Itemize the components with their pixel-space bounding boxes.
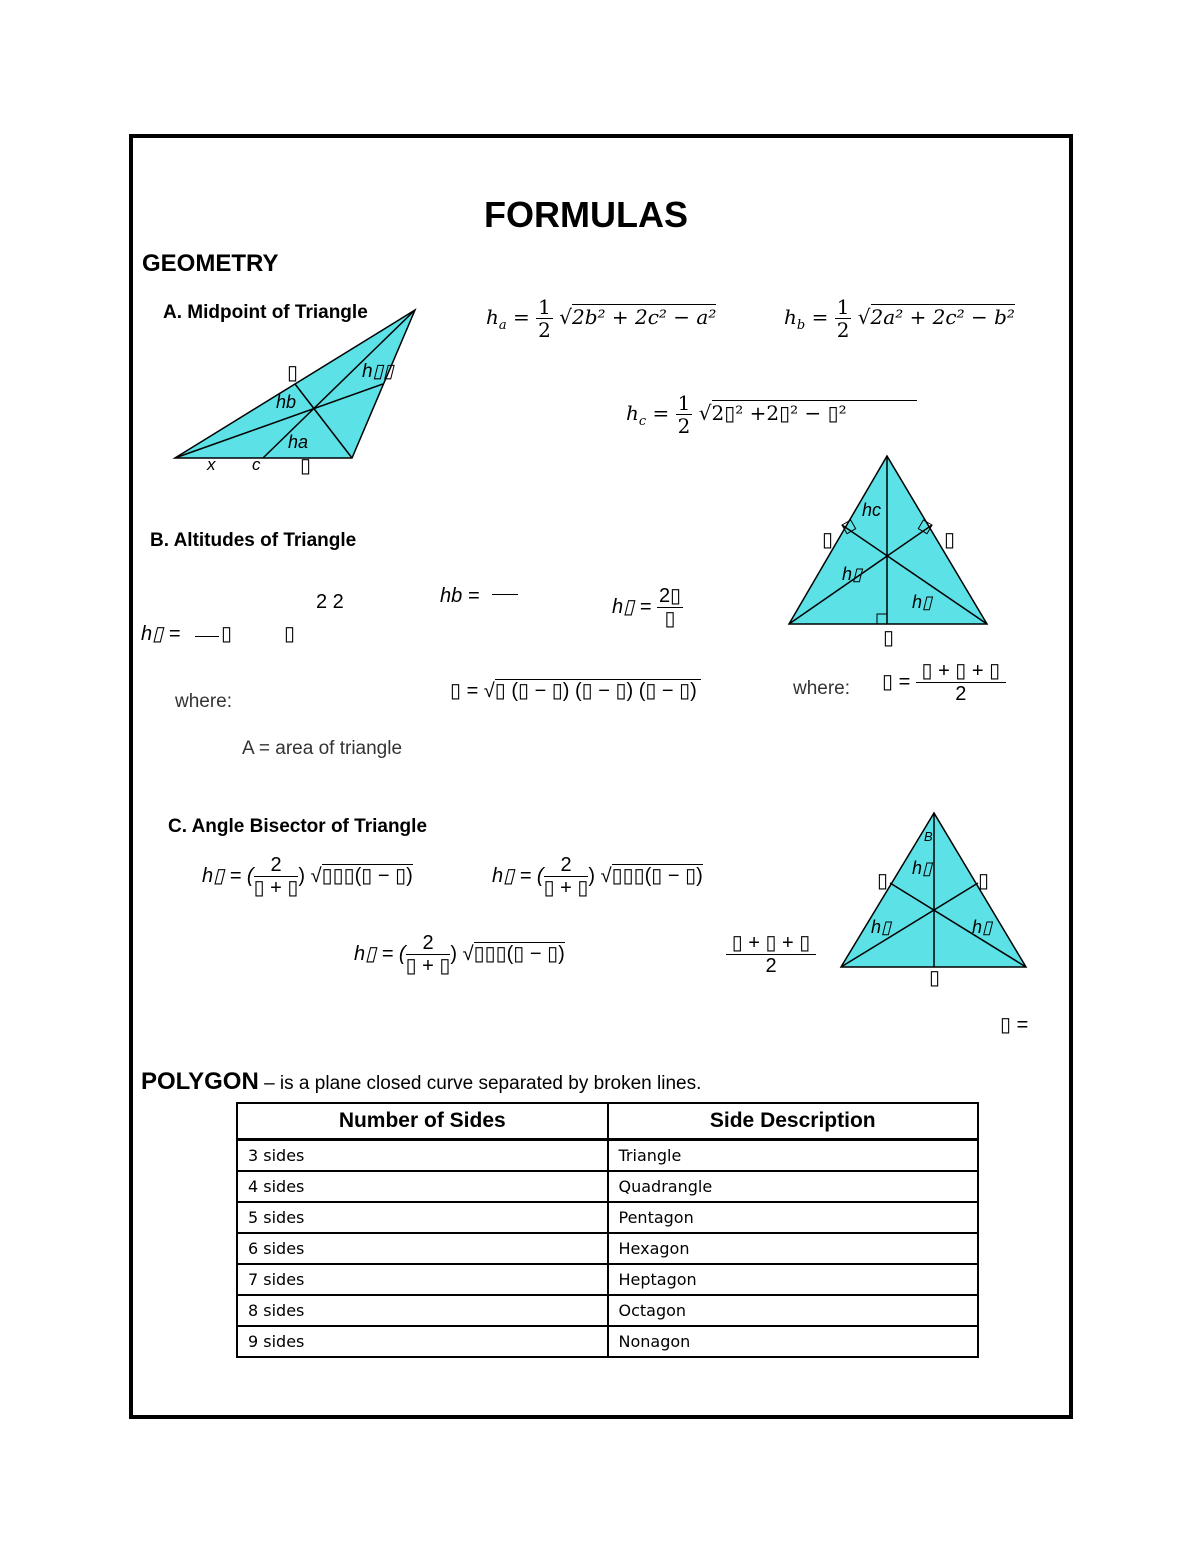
altitude-hb-lhs: hb = <box>440 585 480 607</box>
heron-formula: ▯ = √▯ (▯ − ▯) (▯ − ▯) (▯ − ▯) <box>450 678 701 703</box>
semiperimeter-lhs-c: ▯ = <box>1000 1014 1029 1036</box>
altitude-box-fragment: ▯ <box>284 623 296 645</box>
median-h-label: h▯▯ <box>362 361 394 382</box>
altitude-fragment-twos: 2 2 <box>316 591 344 613</box>
bisector-formula-3: h▯ = ( $\frac{2}{▯ + ▯}$ ) √▯▯▯(▯ − ▯) <box>354 932 565 977</box>
altitude-ha-lhs: h▯ = <box>141 623 181 645</box>
where-label-1: where: <box>175 691 233 712</box>
median-triangle-diagram <box>170 305 425 480</box>
semiperimeter-formula-b: ▯ = $\frac{▯ + ▯ + ▯}{2}$ <box>882 660 1006 705</box>
table-cell: Hexagon <box>608 1233 979 1264</box>
altitude-ha-tail: ▯ <box>221 623 233 645</box>
median-c-label: c <box>252 455 261 474</box>
geometry-heading: GEOMETRY <box>142 250 279 277</box>
polygon-term: POLYGON <box>141 1068 259 1095</box>
table-cell: Octagon <box>608 1295 979 1326</box>
formula-hc: $h_c$ = $\frac{1}{2}$ √2▯² +2▯² − ▯² <box>626 392 917 437</box>
table-row <box>237 1295 978 1326</box>
altitude-triangle-shape <box>789 456 987 624</box>
median-hb-label: hb <box>276 392 297 412</box>
bisector-h-left-label: h▯ <box>871 917 891 937</box>
altitude-h-left-label: h▯ <box>842 564 862 584</box>
table-cell: 6 sides <box>237 1233 608 1264</box>
bisector-bottom-label: ▯ <box>929 967 941 989</box>
section-b-heading: B. Altitudes of Triangle <box>150 530 357 551</box>
table-row <box>237 1202 978 1233</box>
bisector-h-top-label: h▯ <box>912 858 932 878</box>
median-base-label: ▯ <box>300 455 312 477</box>
bisector-right-label: ▯ <box>978 870 990 892</box>
formula-hb: $h_b$ = $\frac{1}{2}$ √2a² + 2c² − b² <box>784 295 1015 342</box>
table-row <box>237 1233 978 1264</box>
section-a-heading: A. Midpoint of Triangle <box>163 302 368 323</box>
altitude-right-label: ▯ <box>944 529 956 551</box>
altitude-hb-fraction-bar <box>492 594 518 595</box>
formula-hc-altitude: h▯ = $\frac{2▯}{▯}$ <box>612 585 682 630</box>
altitude-ha-fraction-bar <box>195 636 219 637</box>
altitude-left-label: ▯ <box>822 529 834 551</box>
section-c-heading: C. Angle Bisector of Triangle <box>168 816 428 837</box>
median-ha-label: ha <box>288 432 309 452</box>
bisector-vertex-b-label: B <box>924 829 933 844</box>
table-cell: 8 sides <box>237 1295 608 1326</box>
altitude-triangle-diagram <box>786 453 991 628</box>
table-row <box>237 1140 978 1172</box>
page-title: FORMULAS <box>484 194 688 235</box>
median-vertex-label: ▯ <box>287 362 299 384</box>
table-row <box>237 1264 978 1295</box>
table-cell: Triangle <box>608 1140 979 1172</box>
table-row <box>237 1326 978 1357</box>
where-label-2: where: <box>793 678 851 699</box>
bisector-triangle-diagram <box>838 810 1030 972</box>
polygon-definition <box>141 1068 701 1096</box>
table-cell: 5 sides <box>237 1202 608 1233</box>
median-x-label: x <box>207 455 216 474</box>
bisector-formula-1: h▯ = ( $\frac{2}{▯ + ▯}$ ) √▯▯▯(▯ − ▯) <box>202 854 413 899</box>
table-cell: 9 sides <box>237 1326 608 1357</box>
table-cell: 4 sides <box>237 1171 608 1202</box>
semiperimeter-fraction-c: $\frac{▯ + ▯ + ▯}{2}$ <box>726 932 816 977</box>
table-cell: Quadrangle <box>608 1171 979 1202</box>
table-cell: Pentagon <box>608 1202 979 1233</box>
bisector-formula-2: h▯ = ( $\frac{2}{▯ + ▯}$ ) √▯▯▯(▯ − ▯) <box>492 854 703 899</box>
header-side-description: Side Description <box>608 1103 979 1140</box>
area-note: A = area of triangle <box>242 738 403 759</box>
table-cell: 7 sides <box>237 1264 608 1295</box>
table-cell: 3 sides <box>237 1140 608 1172</box>
altitude-bottom-label: ▯ <box>883 627 895 649</box>
altitude-hc-label: hc <box>862 500 882 520</box>
header-number-of-sides: Number of Sides <box>237 1103 608 1140</box>
table-cell: Heptagon <box>608 1264 979 1295</box>
polygon-definition-text: – is a plane closed curve separated by broken lines. <box>258 1073 702 1094</box>
table-cell: Nonagon <box>608 1326 979 1357</box>
altitude-h-right-label: h▯ <box>912 592 932 612</box>
bisector-left-label: ▯ <box>877 870 889 892</box>
formula-ha: $h_a$ = $\frac{1}{2}$ √2b² + 2c² − a² <box>486 295 717 342</box>
table-row <box>237 1171 978 1202</box>
table-header-row <box>237 1103 978 1140</box>
polygon-table <box>236 1102 979 1358</box>
bisector-h-right-label: h▯ <box>972 917 992 937</box>
